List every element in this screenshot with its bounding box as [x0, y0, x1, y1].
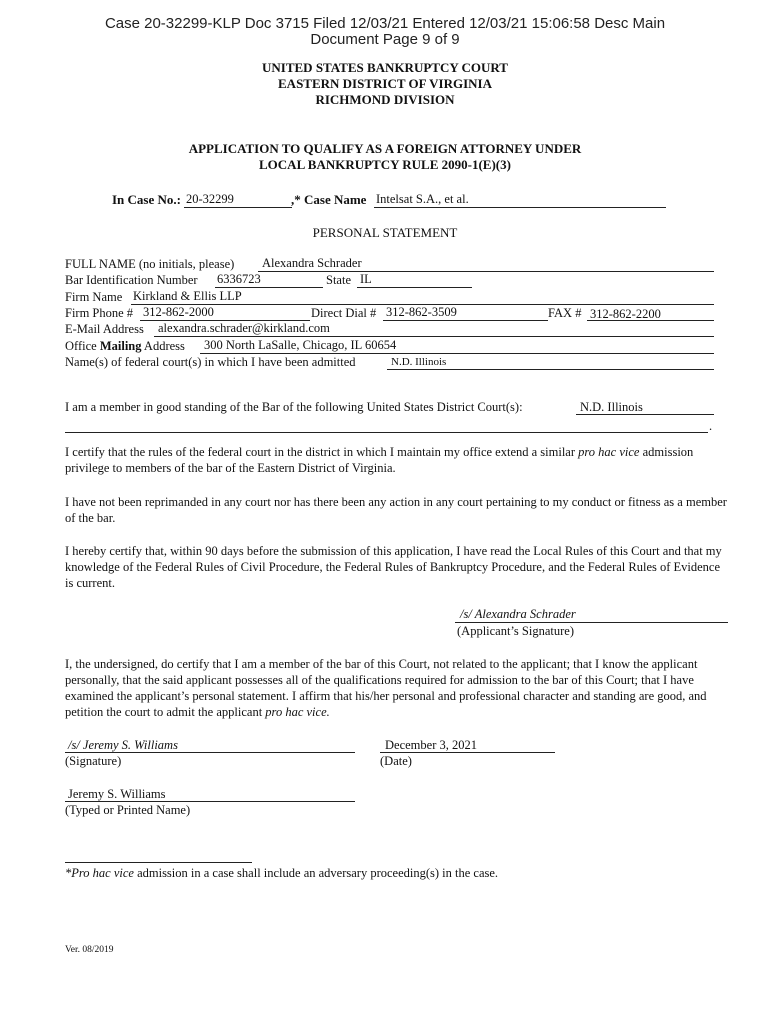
member-court-value: N.D. Illinois: [580, 400, 643, 414]
firm-name-label: Firm Name: [65, 290, 123, 304]
case-number-underline: [184, 207, 292, 208]
office-address-label: [65, 339, 185, 354]
document-title-line1: APPLICATION TO QUALIFY AS A FOREIGN ATTORNEY UNDER: [188, 141, 582, 156]
printed-name-label: (Typed or Printed Name): [65, 803, 191, 817]
printed-name-value: Jeremy S. Williams: [68, 787, 166, 801]
footnote-italic: *Pro hac vice: [65, 866, 134, 880]
fax-value: 312-862-2200: [590, 307, 661, 321]
personal-statement-heading: PERSONAL STATEMENT: [312, 225, 458, 240]
email-underline: [154, 336, 714, 337]
office-label-bold: Mailing: [99, 339, 142, 353]
case-number-value: 20-32299: [186, 192, 234, 206]
sponsor-signature-value: /s/ Jeremy S. Williams: [68, 738, 178, 752]
sponsor-statement-italic: pro hac vice.: [265, 705, 330, 719]
date-value: December 3, 2021: [385, 738, 477, 752]
firm-phone-label: Firm Phone #: [65, 306, 134, 320]
full-name-value: Alexandra Schrader: [262, 256, 362, 270]
bar-id-value: 6336723: [217, 272, 261, 286]
applicant-signature-label: (Applicant’s Signature): [457, 624, 574, 638]
court-division: RICHMOND DIVISION: [315, 92, 455, 107]
member-statement: I am a member in good standing of the Bar of the following United States District Court(s):: [65, 400, 523, 414]
filing-header-line1: Case 20-32299-KLP Doc 3715 Filed 12/03/21 Entered 12/03/21 15:06:58 Desc Main: [104, 15, 666, 32]
email-value: alexandra.schrader@kirkland.com: [158, 321, 330, 335]
sponsor-signature-label: (Signature): [65, 754, 122, 768]
form-version: Ver. 08/2019: [65, 945, 114, 955]
office-address-value: 300 North LaSalle, Chicago, IL 60654: [204, 338, 397, 352]
document-title-line2: LOCAL BANKRUPTCY RULE 2090-1(E)(3): [259, 157, 511, 172]
filing-header-line2: Document Page 9 of 9: [310, 31, 460, 48]
direct-dial-value: 312-862-3509: [386, 305, 457, 319]
admitted-courts-label: Name(s) of federal court(s) in which I have been admitted: [65, 355, 356, 369]
footnote-separator: [65, 862, 252, 863]
applicant-signature-underline: [455, 622, 728, 623]
member-court-end-mark: .: [709, 419, 713, 433]
direct-dial-underline: [383, 320, 548, 321]
fax-label: FAX #: [548, 306, 582, 320]
state-value: IL: [360, 272, 372, 286]
admitted-courts-underline: [387, 369, 714, 370]
certify-rules-italic: pro hac vice: [578, 445, 640, 459]
reprimand-paragraph: I have not been reprimanded in any court nor has there been any action in any court pertaining to my conduct or fitness as a member of the bar.: [65, 495, 727, 525]
sponsor-statement-paragraph: [65, 656, 730, 720]
office-address-underline: [200, 353, 714, 354]
direct-dial-label: Direct Dial #: [311, 306, 377, 320]
case-name-underline: [374, 207, 666, 208]
certify-local-rules-paragraph: I hereby certify that, within 90 days before the submission of this application, I have read the Local Rules of this Court and that my knowledge of the Federal Rules of Civil Procedure, the Federal Rules of Bankruptcy Procedure, and the Federal Rules of Evidence is current.: [65, 544, 722, 590]
firm-name-value: Kirkland & Ellis LLP: [133, 289, 242, 303]
certify-rules-pre: I certify that the rules of the federal court in the district in which I maintain my office extend a similar: [65, 445, 579, 459]
case-number-label: In Case No.:: [112, 192, 181, 207]
member-court-continuation-line: [65, 432, 708, 433]
bar-id-label: Bar Identification Number: [65, 273, 198, 287]
certify-rules-post: admission privilege to members of the bar of the Eastern District of Virginia.: [65, 445, 694, 475]
bar-id-underline: [215, 287, 323, 288]
date-label: (Date): [380, 754, 412, 768]
case-name-value: Intelsat S.A., et al.: [376, 192, 469, 206]
sponsor-statement-text: I, the undersigned, do certify that I am a member of the bar of this Court, not related to the applicant; that I know the applicant personally, that the said applicant possesses all of the qualifications required for admission to the bar of this Court; that I have examined the applicant’s personal statement. I affirm that his/her personal and professional character and standing are good, and petition the court to admit the applicant: [65, 657, 707, 719]
office-label-post: Address: [141, 339, 185, 353]
case-name-label: ,* Case Name: [291, 192, 367, 207]
footnote: [65, 866, 498, 881]
footnote-text: admission in a case shall include an adversary proceeding(s) in the case.: [133, 866, 499, 880]
office-label-pre: Office: [65, 339, 100, 353]
state-underline: [357, 287, 472, 288]
court-name: UNITED STATES BANKRUPTCY COURT: [262, 60, 508, 75]
certify-rules-paragraph: [65, 444, 730, 476]
admitted-courts-value: N.D. Illinois: [391, 356, 447, 368]
full-name-label: FULL NAME (no initials, please): [65, 257, 235, 271]
applicant-signature-value: /s/ Alexandra Schrader: [460, 607, 576, 621]
state-label: State: [326, 273, 351, 287]
firm-phone-value: 312-862-2000: [143, 305, 214, 319]
email-label: E-Mail Address: [65, 322, 144, 336]
court-district: EASTERN DISTRICT OF VIRGINIA: [278, 76, 492, 91]
full-name-underline: [258, 271, 714, 272]
